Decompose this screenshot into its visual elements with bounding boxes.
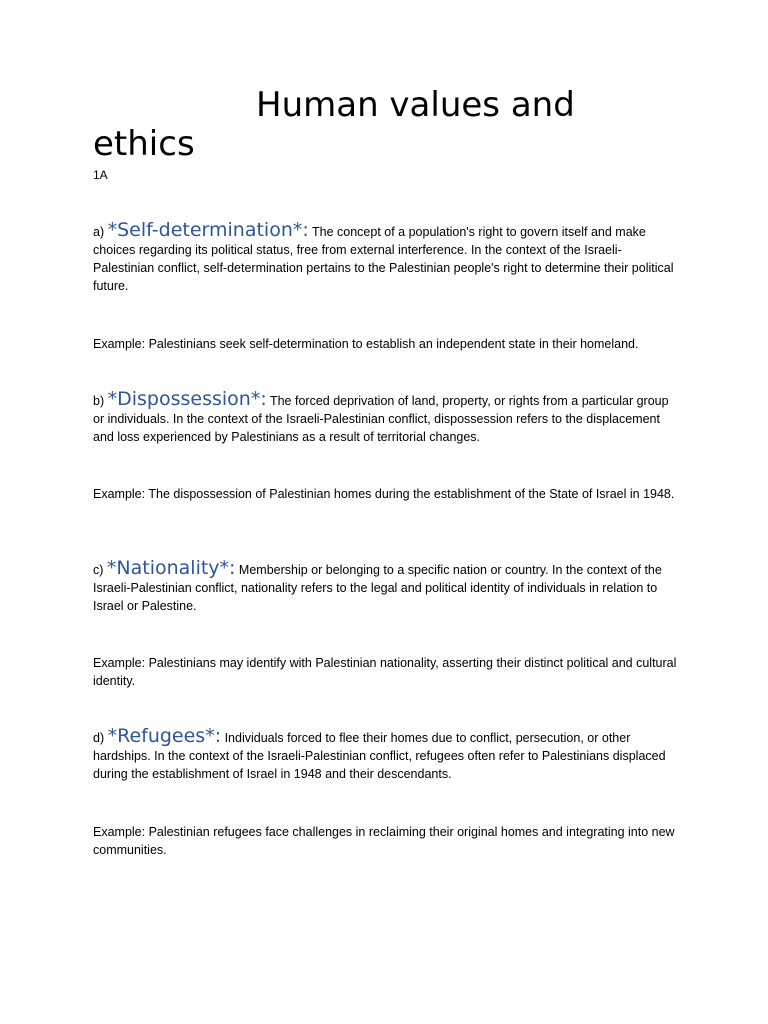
term-definition: The concept of a population's right to govern itself and make choices regarding its political status, free from external interference. In the context of the Israeli-Palestinian conflict, self-determination pertains to the Palestinian people's right to determine their political future. xyxy=(93,225,674,293)
section-marker: a) xyxy=(93,225,108,239)
term-definition: Membership or belonging to a specific nation or country. In the context of the Israeli-Palestinian conflict, nationality refers to the legal and political identity of individuals in relation to Israel or Palestine. xyxy=(93,563,662,613)
term-definition: The forced deprivation of land, property, or rights from a particular group or individuals. In the context of the Israeli-Palestinian conflict, dispossession refers to the displacement and loss experienced by Palestinians as a result of territorial changes. xyxy=(93,394,669,444)
example-nationality: Example: Palestinians may identify with Palestinian nationality, asserting their distinct political and cultural identity. xyxy=(93,656,677,688)
document-title: Human values and ethics xyxy=(93,85,575,164)
term-definition: Individuals forced to flee their homes due to conflict, persecution, or other hardships. In the context of the Israeli-Palestinian conflict, refugees often refer to Palestinians displaced during the establishment of Israel in 1948 and their descendants. xyxy=(93,731,666,781)
section-self-determination xyxy=(93,221,679,295)
term-heading: *Nationality*: xyxy=(106,557,236,579)
section-marker: b) xyxy=(93,394,108,408)
section-refugees xyxy=(93,727,679,783)
example-refugees: Example: Palestinian refugees face challenges in reclaiming their original homes and integrating into new communities. xyxy=(93,825,675,857)
example-self-determination: Example: Palestinians seek self-determination to establish an independent state in their homeland. xyxy=(93,337,639,351)
section-marker: c) xyxy=(93,563,107,577)
section-marker: d) xyxy=(93,731,108,745)
term-heading: *Self-determination*: xyxy=(107,219,309,241)
term-heading: *Refugees*: xyxy=(107,725,222,747)
term-heading: *Dispossession*: xyxy=(107,388,267,410)
section-dispossession xyxy=(93,390,679,446)
document-subtitle: 1A xyxy=(93,168,108,182)
section-nationality xyxy=(93,559,679,615)
example-dispossession: Example: The dispossession of Palestinian homes during the establishment of the State of Israel in 1948. xyxy=(93,487,675,501)
